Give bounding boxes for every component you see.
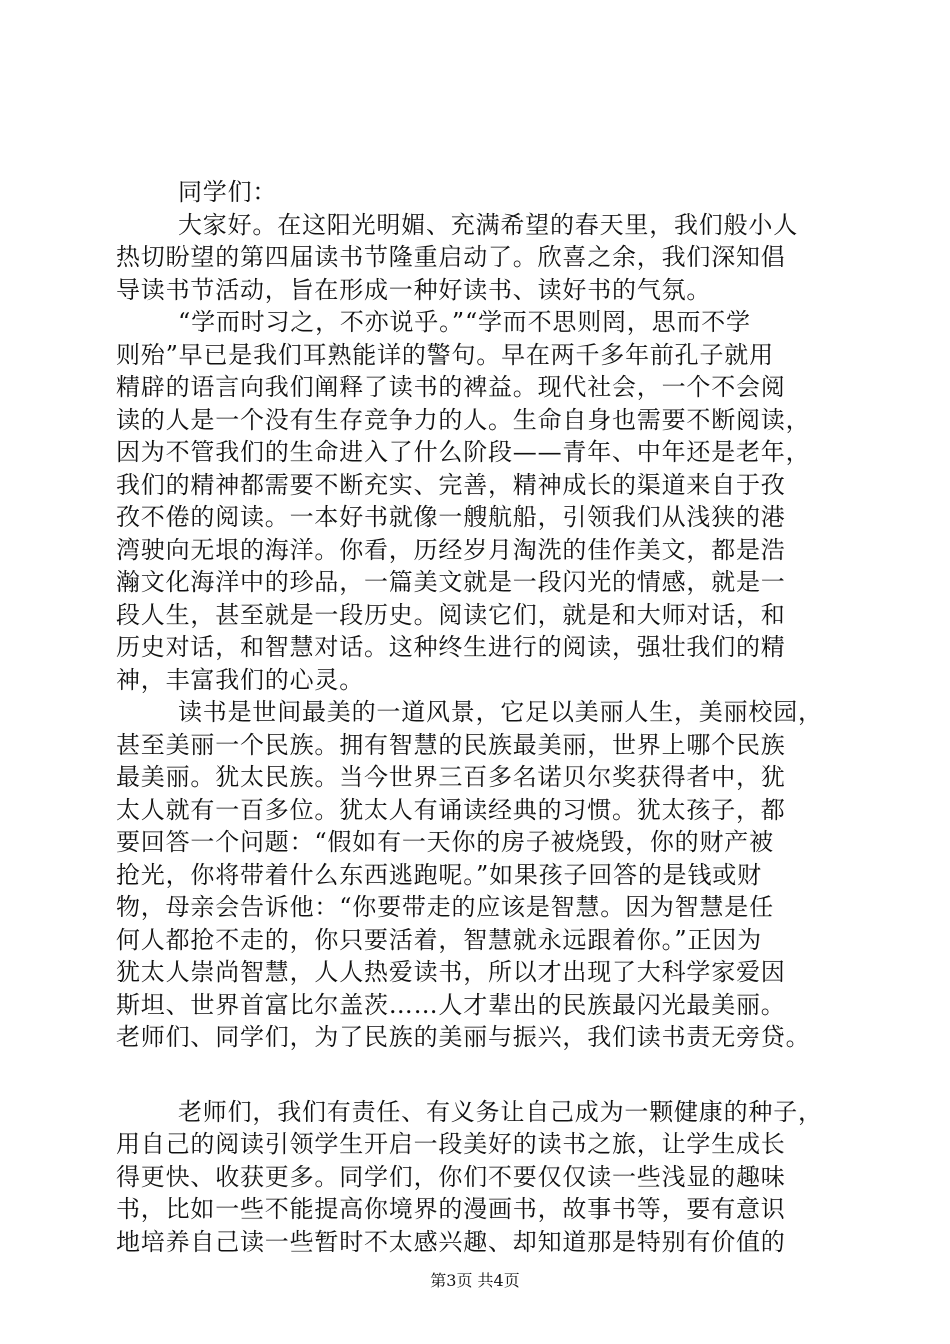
text-line: 用自己的阅读引领学生开启一段美好的读书之旅，让学生成长 [116,1130,786,1159]
page-number-footer: 第3页 共4页 [430,1271,520,1290]
text-line: 书，比如一些不能提高你境界的漫画书，故事书等，要有意识 [116,1195,786,1224]
text-line: 瀚文化海洋中的珍品，一篇美文就是一段闪光的情感，就是一 [116,568,786,597]
text-line: 得更快、收获更多。同学们，你们不要仅仅读一些浅显的趣味 [116,1162,786,1191]
text-line: 我们的精神都需要不断充实、完善，精神成长的渠道来自于孜 [116,470,786,499]
text-line: 段人生，甚至就是一段历史。阅读它们，就是和大师对话，和 [116,600,786,629]
text-line: 湾驶向无垠的海洋。你看，历经岁月淘洗的佳作美文，都是浩 [116,535,786,564]
text-line: 则殆”早已是我们耳熟能详的警句。早在两千多年前孔子就用 [116,340,774,369]
text-line: 甚至美丽一个民族。拥有智慧的民族最美丽，世界上哪个民族 [116,730,786,759]
text-line: 大家好。在这阳光明媚、充满希望的春天里，我们般小人 [178,210,798,239]
text-line: 老师们，我们有责任、有义务让自己成为一颗健康的种子， [178,1097,823,1126]
text-line: 最美丽。犹太民族。当今世界三百多名诺贝尔奖获得者中，犹 [116,763,786,792]
text-line: “学而时习之，不亦说乎。”“学而不思则罔，思而不学 [178,308,751,337]
text-line: 何人都抢不走的，你只要活着，智慧就永远跟着你。”正因为 [116,925,762,954]
text-line: 地培养自己读一些暂时不太感兴趣、却知道那是特别有价值的 [116,1228,786,1256]
text-line: 神，丰富我们的心灵。 [116,665,364,694]
text-line: 同学们： [178,178,278,206]
text-line: 导读书节活动，旨在形成一种好读书、读好书的气氛。 [116,275,712,304]
text-line: 抢光，你将带着什么东西逃跑呢。”如果孩子回答的是钱或财 [116,860,762,889]
text-line: 老师们、同学们，为了民族的美丽与振兴，我们读书责无旁贷。 [116,1023,811,1052]
text-line: 因为不管我们的生命进入了什么阶段——青年、中年还是老年， [116,438,811,467]
text-line: 读的人是一个没有生存竞争力的人。生命自身也需要不断阅读， [116,405,811,434]
text-line: 读书是世间最美的一道风景，它足以美丽人生，美丽校园， [178,698,823,727]
text-line: 孜不倦的阅读。一本好书就像一艘航船，引领我们从浅狭的港 [116,503,786,532]
text-line: 要回答一个问题：“假如有一天你的房子被烧毁，你的财产被 [116,828,774,857]
text-line: 物，母亲会告诉他：“你要带走的应该是智慧。因为智慧是任 [116,893,774,922]
text-line: 斯坦、世界首富比尔盖茨……人才辈出的民族最闪光最美丽。 [116,990,786,1019]
text-line: 历史对话，和智慧对话。这种终生进行的阅读，强壮我们的精 [116,633,786,662]
text-line: 太人就有一百多位。犹太人有诵读经典的习惯。犹太孩子，都 [116,795,786,824]
text-line: 犹太人崇尚智慧，人人热爱读书，所以才出现了大科学家爱因 [116,958,786,987]
text-line: 热切盼望的第四届读书节隆重启动了。欣喜之余，我们深知倡 [116,243,786,272]
text-line: 精辟的语言向我们阐释了读书的裨益。现代社会，一个不会阅 [116,373,786,402]
